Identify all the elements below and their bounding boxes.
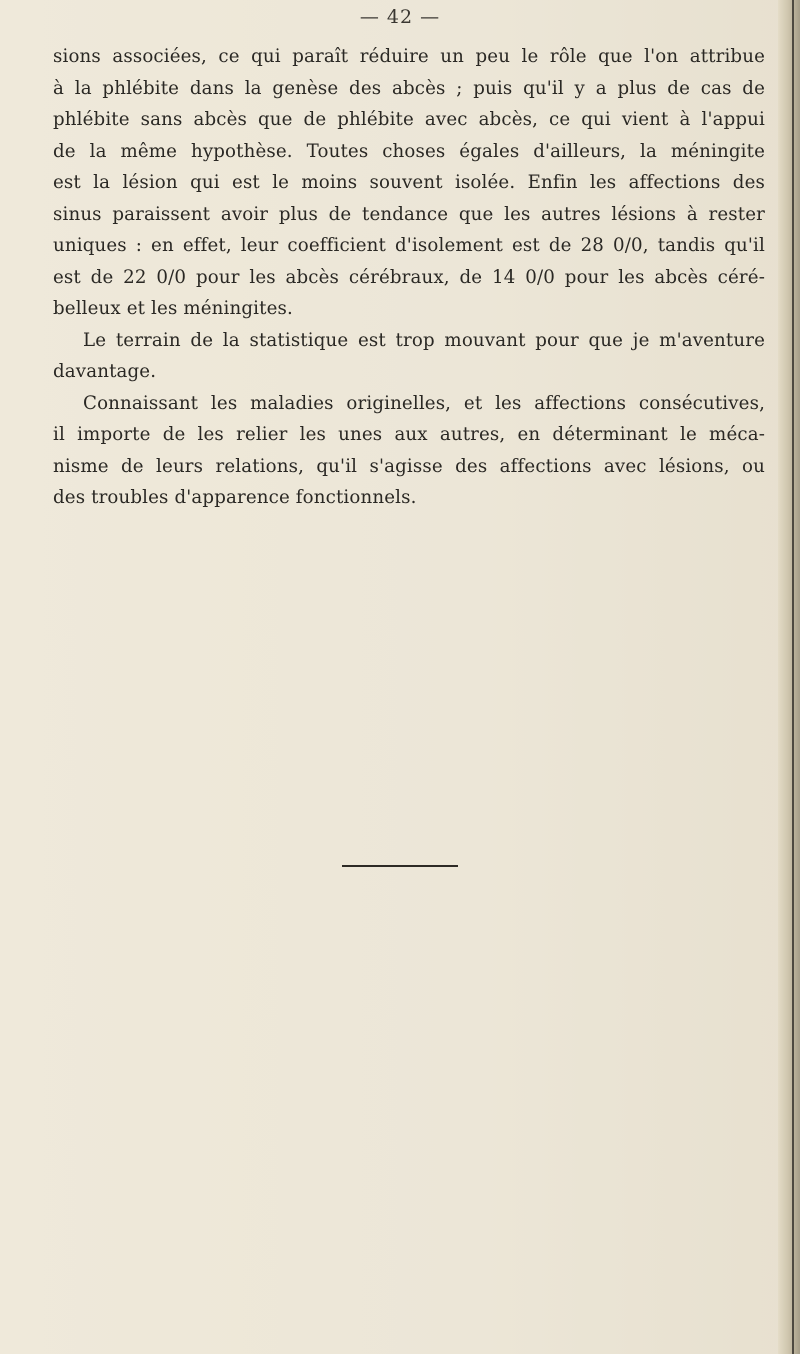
text-line: des troubles d'apparence fonctionnels. [53,487,417,508]
text-line: à la phlébite dans la genèse des abcès ; puis qu'il y a plus de cas de [53,77,765,99]
text-line: davantage. [53,361,157,382]
body-text [53,41,765,514]
text-line: Le terrain de la statistique est trop mouvant pour que je m'aventure [83,329,765,351]
text-line: belleux et les méningites. [53,298,293,319]
page-number: — 42 — [359,6,441,28]
text-line: il importe de les relier les unes aux autres, en déterminant le méca- [53,424,765,445]
text-line: uniques : en effet, leur coefficient d'isolement est de 28 0/0, tandis qu'il [53,235,765,256]
page-binding-edge [778,0,800,1354]
text-line: Connaissant les maladies originelles, et les affections consécutives, [83,392,765,414]
text-line: phlébite sans abcès que de phlébite avec abcès, ce qui vient à l'appui [53,109,765,130]
text-line: de la même hypothèse. Toutes choses égales d'ailleurs, la méningite [53,140,765,162]
text-line: est de 22 0/0 pour les abcès cérébraux, de 14 0/0 pour les abcès céré- [53,266,765,288]
text-line: sions associées, ce qui paraît réduire un peu le rôle que l'on attribue [53,46,765,67]
text-line: sinus paraissent avoir plus de tendance que les autres lésions à rester [53,203,765,225]
text-line: est la lésion qui est le moins souvent isolée. Enfin les affections des [53,172,765,193]
section-rule [342,865,458,867]
text-line: nisme de leurs relations, qu'il s'agisse des affections avec lésions, ou [53,455,765,477]
binding-line [792,0,794,1354]
